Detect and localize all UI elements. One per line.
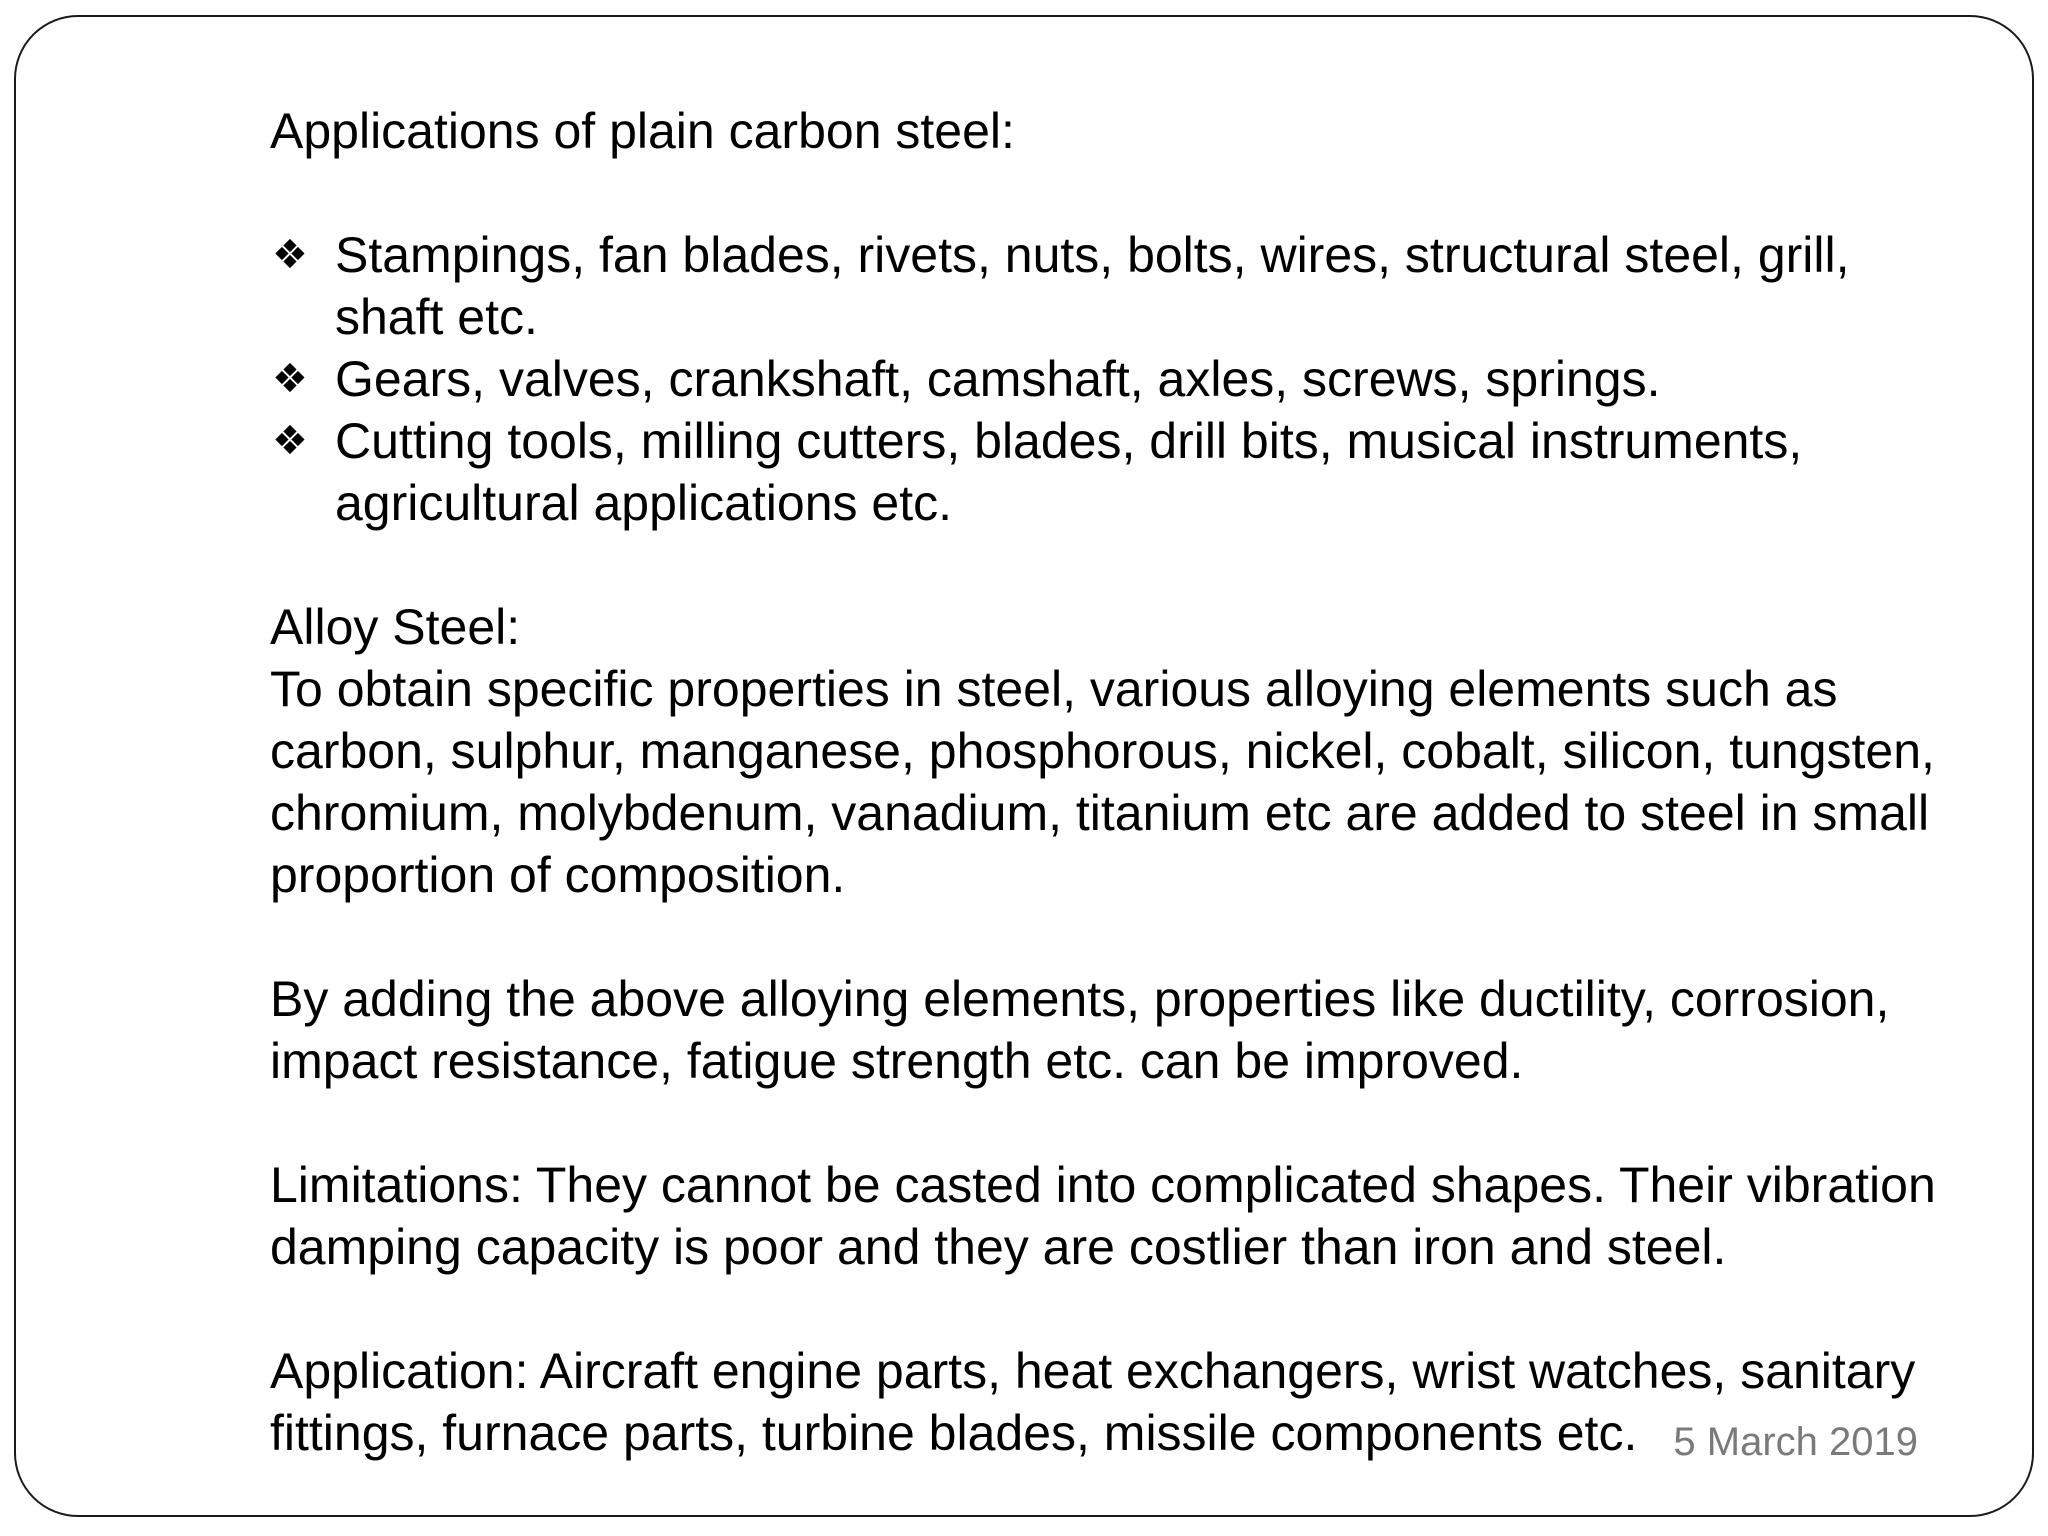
footer-date: 5 March 2019: [1673, 1420, 1918, 1464]
application-paragraph: Application: Aircraft engine parts, heat exchangers, wrist watches, sanitary fittings, furnace parts, turbine blades, missile components etc.: [270, 1343, 1916, 1461]
alloy-steel-heading: Alloy Steel:: [270, 599, 521, 655]
list-item: [270, 348, 1950, 410]
spacer: [270, 906, 1950, 968]
list-item-text: Stampings, fan blades, rivets, nuts, bolts, wires, structural steel, grill, shaft etc.: [335, 227, 1850, 345]
list-item-text: Cutting tools, milling cutters, blades, drill bits, musical instruments, agricultural applications etc.: [335, 413, 1803, 531]
spacer: [270, 1092, 1950, 1154]
alloy-steel-body: To obtain specific properties in steel, various alloying elements such as carbon, sulphur, manganese, phosphorous, nickel, cobalt, silicon, tungsten, chromium, molybdenum, vanadium, titanium etc are added to steel in small proportion of composition.: [270, 661, 1935, 903]
diamond-bullet-icon: ❖: [272, 356, 308, 402]
properties-paragraph: By adding the above alloying elements, properties like ductility, corrosion, impact resistance, fatigue strength etc. can be improved.: [270, 971, 1890, 1089]
limitations-paragraph: Limitations: They cannot be casted into complicated shapes. Their vibration damping capacity is poor and they are costlier than iron and steel.: [270, 1157, 1936, 1275]
applications-heading: Applications of plain carbon steel:: [270, 103, 1015, 159]
list-item: [270, 410, 1950, 534]
spacer: [270, 534, 1950, 596]
slide-content: [270, 100, 1950, 1464]
applications-list: [270, 224, 1950, 534]
list-item: [270, 224, 1950, 348]
diamond-bullet-icon: ❖: [272, 232, 308, 278]
list-item-text: Gears, valves, crankshaft, camshaft, axles, screws, springs.: [335, 351, 1661, 407]
spacer: [270, 1278, 1950, 1340]
diamond-bullet-icon: ❖: [272, 418, 308, 464]
spacer: [270, 162, 1950, 224]
